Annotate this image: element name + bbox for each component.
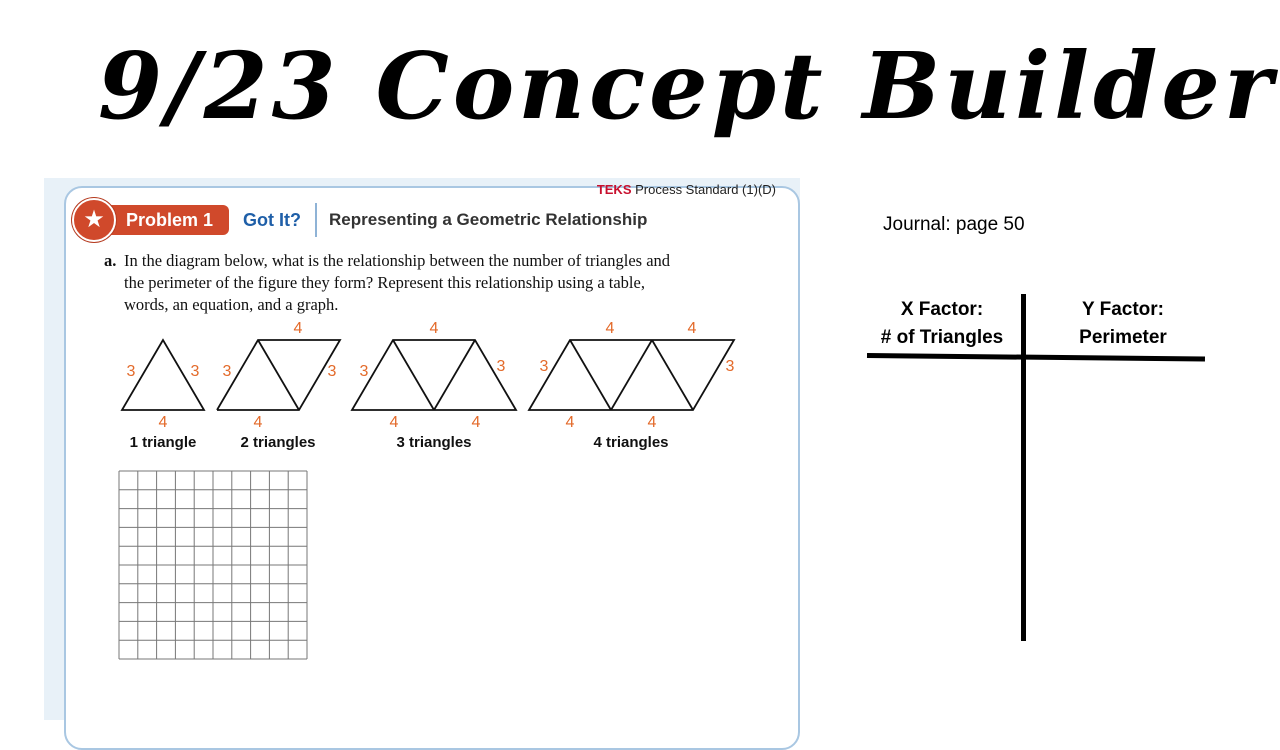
side-length-label: 4 [389, 414, 399, 431]
question-text: In the diagram below, what is the relationship between the number of triangles and the perimeter of the figure they form? Represent this relationship using a table, words, an equation, and a graph. [124, 251, 671, 314]
x-factor-header [870, 296, 1014, 352]
side-length-label: 3 [222, 363, 232, 380]
side-length-label: 3 [126, 363, 136, 380]
side-length-label: 3 [539, 358, 549, 375]
y-factor-title: Y Factor: [1081, 299, 1164, 320]
side-length-label: 3 [496, 358, 506, 375]
journal-note: Journal: page 50 [883, 214, 1025, 235]
t-chart-horizontal-line [867, 353, 1205, 362]
figure-caption: 1 triangle [129, 434, 197, 451]
got-it-label: Got It? [237, 203, 317, 237]
t-chart-vertical-line [1021, 294, 1026, 641]
side-length-label: 4 [471, 414, 481, 431]
side-length-label: 4 [429, 320, 439, 337]
question-letter: a. [104, 251, 117, 270]
side-length-label: 4 [158, 414, 168, 431]
side-length-label: 4 [565, 414, 575, 431]
side-length-label: 3 [725, 358, 735, 375]
texas-star-icon: ★ [72, 198, 116, 242]
teks-standard [597, 182, 776, 197]
problem-header [72, 198, 647, 242]
problem-label: Problem 1 [100, 205, 229, 235]
teks-tag: TEKS [596, 182, 632, 197]
y-factor-header [1038, 296, 1208, 352]
side-length-label: 3 [327, 363, 337, 380]
figure-caption: 3 triangles [396, 434, 472, 451]
slide-title: 9/23 Concept Builder [98, 32, 1277, 140]
section-title: Representing a Geometric Relationship [329, 210, 648, 229]
side-length-label: 3 [359, 363, 369, 380]
side-length-label: 3 [190, 363, 200, 380]
y-factor-subtitle: Perimeter [1079, 327, 1167, 348]
graph-grid[interactable] [118, 470, 308, 660]
teks-text: Process Standard (1)(D) [635, 182, 776, 197]
question [104, 250, 684, 316]
side-length-label: 4 [293, 320, 303, 337]
x-factor-subtitle: # of Triangles [880, 327, 1004, 348]
x-factor-title: X Factor: [900, 299, 984, 320]
side-length-label: 4 [687, 320, 697, 337]
side-length-label: 4 [253, 414, 263, 431]
side-length-label: 4 [647, 414, 657, 431]
side-length-label: 4 [605, 320, 615, 337]
figure-caption: 2 triangles [240, 434, 316, 451]
textbook-page [64, 182, 800, 750]
figure-caption: 4 triangles [593, 434, 669, 451]
